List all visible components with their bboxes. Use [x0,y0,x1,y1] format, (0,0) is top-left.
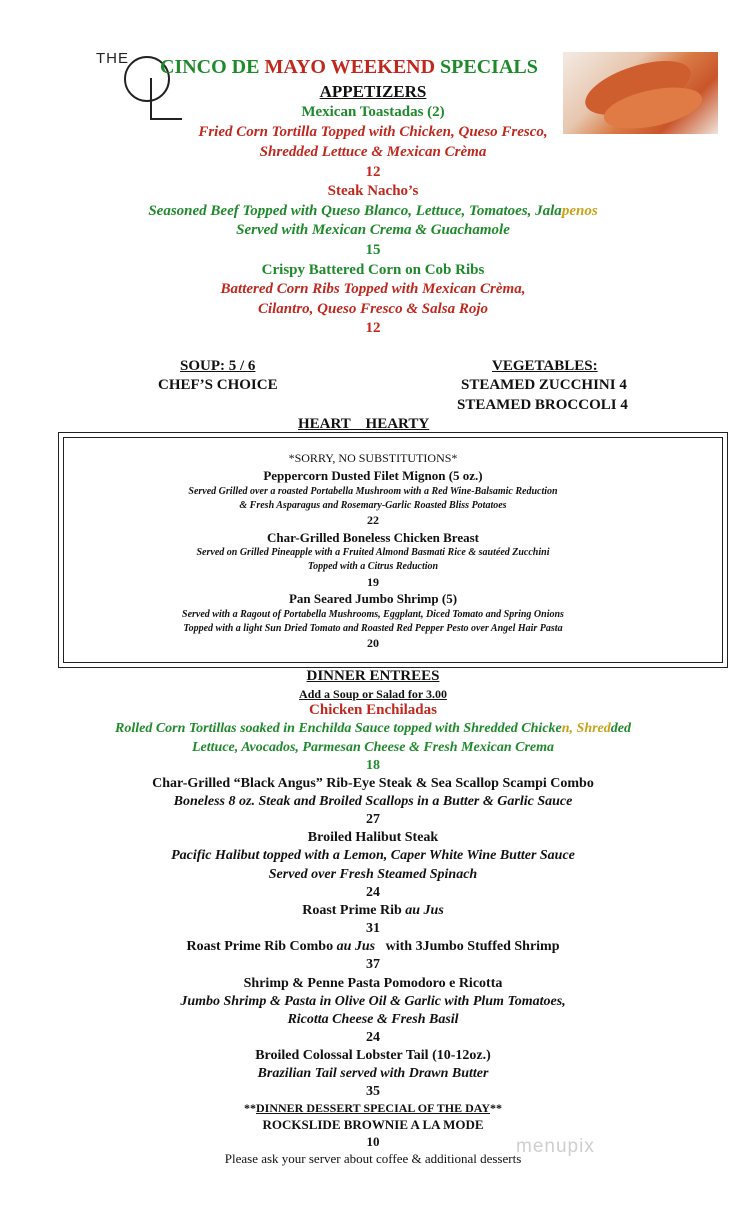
prime-rib-name-a: Roast Prime Rib [302,903,406,918]
heart-hearty-heading: HEART HEARTY [298,416,430,432]
prime-rib-price: 31 [366,921,380,936]
heart-item-2-desc-1: Served on Grilled Pineapple with a Fruited Almond Basmati Rice & sautéed Zucchini [196,547,550,558]
dinner-subheading: Add a Soup or Salad for 3.00 [299,687,447,701]
appetizer-1-desc-2: Shredded Lettuce & Mexican Crèma [259,144,487,160]
appetizer-1-name: Mexican Toastadas (2) [301,104,445,120]
enchiladas-desc-1a: Rolled Corn Tortillas soaked in Enchilda Sauce topped with Shredded Chicke [114,721,562,736]
soup-heading: SOUP: 5 / 6 [180,358,256,374]
halibut-desc-1: Pacific Halibut topped with a Lemon, Caper White Wine Butter Sauce [171,848,575,863]
appetizer-2-price: 15 [365,242,381,258]
heart-item-3-name: Pan Seared Jumbo Shrimp (5) [288,591,458,606]
no-substitutions-note: *SORRY, NO SUBSTITUTIONS* [288,451,458,465]
prime-combo-name-b: with 3Jumbo Stuffed Shrimp [375,939,560,954]
dessert-price: 10 [366,1134,380,1149]
halibut-desc-2: Served over Fresh Steamed Spinach [268,867,478,882]
appetizer-2-name: Steak Nacho’s [327,183,419,199]
appetizer-2-desc-1b: penos [561,203,598,219]
dessert-name: ROCKSLIDE BROWNIE A LA MODE [262,1117,484,1132]
heart-item-3-desc-2: Topped with a light Sun Dried Tomato and Roasted Red Pepper Pesto over Angel Hair Pasta [183,623,563,634]
prime-combo-name [0,939,746,955]
appetizer-3-desc-1: Battered Corn Ribs Topped with Mexican Crèma, [220,281,526,297]
heart-item-2-desc-2: Topped with a Citrus Reduction [307,561,439,572]
prime-combo-name-a: Roast Prime Rib Combo [186,939,337,954]
lobster-price: 35 [366,1084,380,1099]
prime-combo-name-it: au Jus [336,939,376,954]
title-part-1: CINCO DE [160,56,265,78]
vegetable-1: STEAMED ZUCCHINI 4 [461,377,627,393]
steak-price: 27 [366,812,380,827]
heart-item-1-price: 22 [367,513,379,527]
vegetables-heading: VEGETABLES: [492,358,598,374]
prime-rib-name [0,903,746,919]
heart-item-1-name: Peppercorn Dusted Filet Mignon (5 oz.) [263,468,483,483]
heart-item-3-desc-1: Served with a Ragout of Portabella Mushrooms, Eggplant, Diced Tomato and Spring Onions [182,609,564,620]
page-title [160,56,538,79]
appetizer-2-desc-1a: Seasoned Beef Topped with Queso Blanco, Lettuce, Tomatoes, Jala [148,203,562,219]
appetizer-3-name: Crispy Battered Corn on Cob Ribs [261,262,485,278]
halibut-name: Broiled Halibut Steak [307,830,439,845]
heart-item-1-desc-1: Served Grilled over a roasted Portabella Mushroom with a Red Wine-Balsamic Reduction [188,486,558,497]
enchiladas-desc-1 [0,721,746,737]
title-part-3: SPECIALS [435,56,538,78]
penne-desc-2: Ricotta Cheese & Fresh Basil [287,1012,459,1027]
appetizer-2-desc-1 [0,203,746,220]
appetizer-3-price: 12 [365,320,381,336]
penne-name: Shrimp & Penne Pasta Pomodoro e Ricotta [243,976,503,991]
steak-desc: Boneless 8 oz. Steak and Broiled Scallops in a Butter & Garlic Sauce [173,794,573,809]
soup-value: CHEF’S CHOICE [158,377,278,393]
enchiladas-price: 18 [366,758,380,773]
watermark: menupix [516,1136,595,1157]
prime-rib-name-it: au Jus [405,903,444,918]
halibut-price: 24 [366,885,380,900]
enchiladas-desc-1b: n, Shred [561,721,611,736]
prime-combo-price: 37 [366,957,380,972]
dessert-heading-text: DINNER DESSERT SPECIAL OF THE DAY [256,1101,490,1115]
steak-name: Char-Grilled “Black Angus” Rib-Eye Steak & Sea Scallop Scampi Combo [152,776,594,791]
enchiladas-desc-1c: ded [610,721,631,736]
dinner-heading: DINNER ENTREES [306,668,440,684]
penne-desc-1: Jumbo Shrimp & Pasta in Olive Oil & Garlic with Plum Tomatoes, [180,994,566,1009]
dessert-heading [0,1101,746,1116]
title-part-2: MAYO WEEKEND [264,56,436,78]
appetizer-2-desc-2: Served with Mexican Crema & Guachamole [236,222,510,238]
heart-item-2-name: Char-Grilled Boneless Chicken Breast [267,530,479,545]
enchiladas-name: Chicken Enchiladas [309,702,437,718]
enchiladas-desc-2: Lettuce, Avocados, Parmesan Cheese & Fresh Mexican Crema [191,740,555,755]
appetizer-1-desc-1: Fried Corn Tortilla Topped with Chicken, Queso Fresco, [198,124,548,140]
penne-price: 24 [366,1030,380,1045]
lobster-desc: Brazilian Tail served with Drawn Butter [257,1066,489,1081]
dessert-heading-post: ** [489,1101,502,1115]
heart-item-3-price: 20 [367,636,379,650]
dessert-note: Please ask your server about coffee & additional desserts [224,1151,522,1166]
logo-the-text: THE [96,50,129,67]
appetizer-3-desc-2: Cilantro, Queso Fresco & Salsa Rojo [257,301,489,317]
vegetable-2: STEAMED BROCCOLI 4 [457,397,628,413]
appetizers-heading: APPETIZERS [319,82,427,101]
appetizer-1-price: 12 [365,164,381,180]
heart-item-1-desc-2: & Fresh Asparagus and Rosemary-Garlic Roasted Bliss Potatoes [239,500,507,511]
dessert-heading-pre: ** [244,1101,256,1115]
heart-item-2-price: 19 [367,575,379,589]
lobster-name: Broiled Colossal Lobster Tail (10-12oz.) [255,1048,491,1063]
